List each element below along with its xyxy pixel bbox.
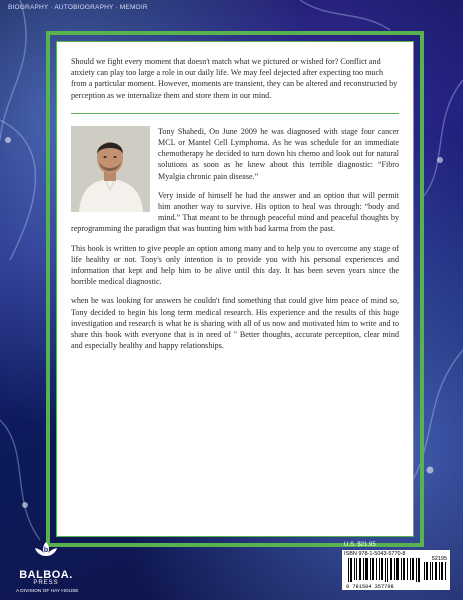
bio-paragraph-2: Very inside of himself he had the answer and an option that will permit him another way to survive. His option to heal was through: “body and mind.” That meant to be through peaceful mind and peaceful thoughts by reprogramming the paradigm that was hunting him with bad karma from the past. — [71, 190, 399, 234]
text-frame — [46, 31, 424, 547]
section-divider — [71, 113, 399, 114]
barcode-box — [342, 550, 450, 590]
lotus-b-logo-icon — [33, 540, 59, 562]
closing-paragraph: when he was looking for answers he couldn't find something that could give him peace of mind so, Tony decided to begin his long term medical research. His experience and the results of this huge investigation and research is what he is sharing with all of us now and motivated him to write and to share this book with everyone that is in need of " Better thoughts, accurate perception, clear mind and especially healthy and happy relationships. — [71, 296, 399, 351]
publisher-logo-block — [16, 540, 79, 594]
intro-paragraph: Should we fight every moment that doesn't match what we pictured or wished for? Conflict and anxiety can play too large a role in our daily life. We may feel dejected after expecting too much from a particular moment. However, moments are transient, they can be altered and reconstructed by perception as we internalize them and store them in our mind. — [71, 57, 398, 100]
author-photo — [71, 126, 150, 212]
isbn-price-code: 52195 — [431, 556, 447, 562]
blurb-content — [71, 52, 399, 359]
bio-paragraph-1: Tony Shahedi, On June 2009 he was diagnosed with stage four cancer MCL or Mantel Cell Lymphoma. As he was schedule for an immediate chemotherapy he decided to turn down his chemo and look out for natural solutions as soon as he knew about this terrible diagnostic: “Fibro Myalgia chronic pain disease.” — [158, 126, 399, 181]
isbn-text: ISBN 978-1-5043-5770-8 — [344, 551, 406, 557]
publisher-sub: PRESS — [33, 580, 59, 586]
svg-text:b: b — [43, 547, 49, 554]
author-bio — [71, 126, 399, 243]
text-panel — [56, 41, 414, 537]
category-label: BIOGRAPHY · AUTOBIOGRAPHY · MEMOIR — [8, 4, 148, 11]
publisher-division: A DIVISION OF HAY HOUSE — [16, 589, 79, 594]
price-label: U.S. $21.95 — [344, 542, 376, 548]
purpose-paragraph: This book is written to give people an option among many and to help you to overcome any stage of life healthy or not. Tony's only intention is to provide you with his personal experiences and information that kept and help him to be alive until this day. It has been seven years since the horrible medical diagnostic. — [71, 243, 399, 287]
barcode-digits: 9 781504 357708 — [346, 584, 394, 590]
publisher-name: BALBOA. — [19, 569, 73, 581]
